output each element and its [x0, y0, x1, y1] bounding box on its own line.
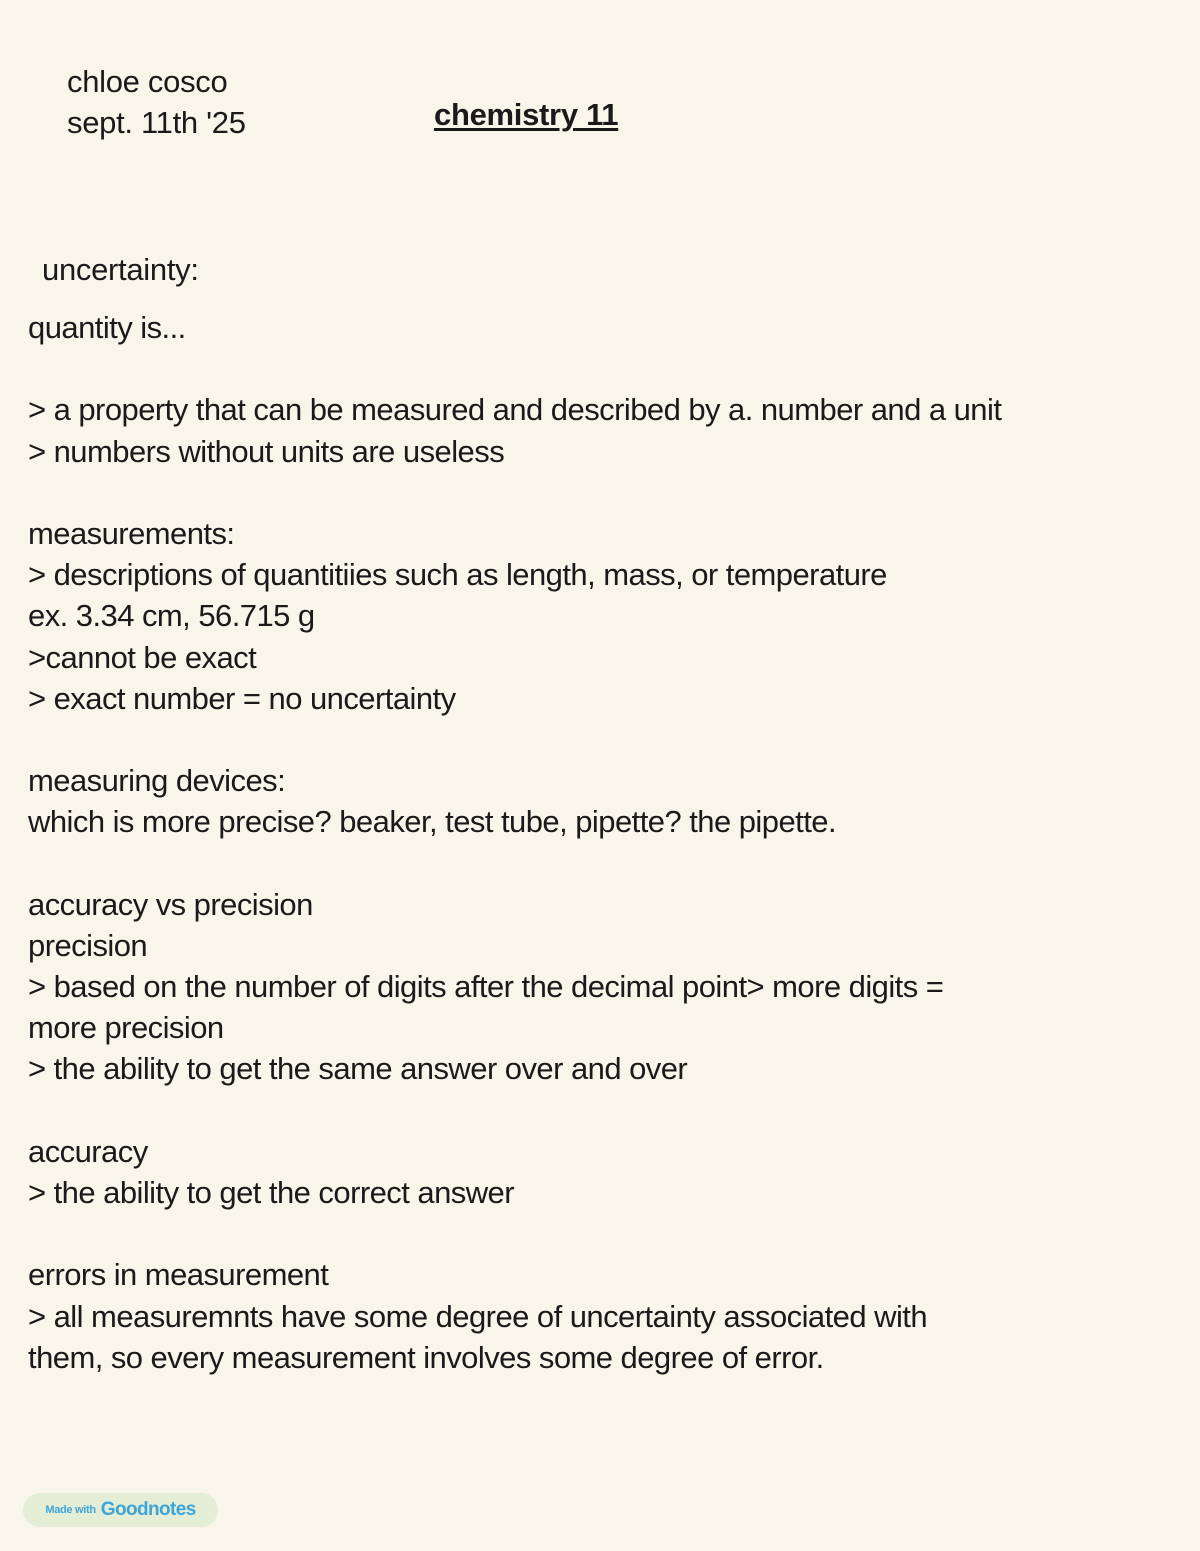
blank-line — [28, 348, 1188, 389]
made-with-goodnotes-badge[interactable] — [23, 1493, 218, 1527]
badge-prefix: Made with — [45, 1504, 96, 1516]
note-line: errors in measurement — [28, 1257, 329, 1293]
note-line: more precision — [28, 1010, 224, 1046]
note-line: which is more precise? beaker, test tube, pipette? the pipette. — [28, 804, 837, 840]
note-line: > descriptions of quantitiies such as length, mass, or temperature — [28, 557, 887, 593]
note-line: > the ability to get the same answer over and over — [28, 1051, 688, 1087]
note-line: quantity is... — [28, 310, 186, 345]
goodnotes-logo: Goodnotes — [100, 1499, 196, 1520]
note-date: sept. 11th '25 — [67, 105, 246, 140]
note-line: > the ability to get the correct answer — [28, 1174, 515, 1210]
note-line: > numbers without units are useless — [28, 433, 505, 469]
note-line: > based on the number of digits after the decimal point> more digits = — [28, 969, 944, 1004]
section-heading-uncertainty: uncertainty: — [42, 252, 199, 287]
note-line: >cannot be exact — [28, 639, 257, 675]
note-line: > exact number = no uncertainty — [28, 680, 456, 716]
note-line: measurements: — [28, 515, 235, 551]
blank-line — [28, 472, 1188, 513]
notes-body — [28, 307, 1188, 1378]
note-line: ex. 3.34 cm, 56.715 g — [28, 598, 315, 634]
note-line: accuracy vs precision — [28, 886, 313, 922]
note-line: measuring devices: — [28, 763, 286, 799]
blank-line — [28, 1213, 1188, 1254]
note-line: them, so every measurement involves some degree of error. — [28, 1339, 824, 1375]
blank-line — [28, 719, 1188, 760]
blank-line — [28, 842, 1188, 883]
page-title: chemistry 11 — [434, 97, 619, 132]
note-line: > all measuremnts have some degree of uncertainty associated with — [28, 1298, 928, 1334]
blank-line — [28, 1090, 1188, 1131]
note-line: > a property that can be measured and described by a. number and a unit — [28, 392, 1002, 428]
author-name: chloe cosco — [67, 64, 228, 99]
note-line: precision — [28, 927, 148, 963]
note-line: accuracy — [28, 1133, 148, 1169]
